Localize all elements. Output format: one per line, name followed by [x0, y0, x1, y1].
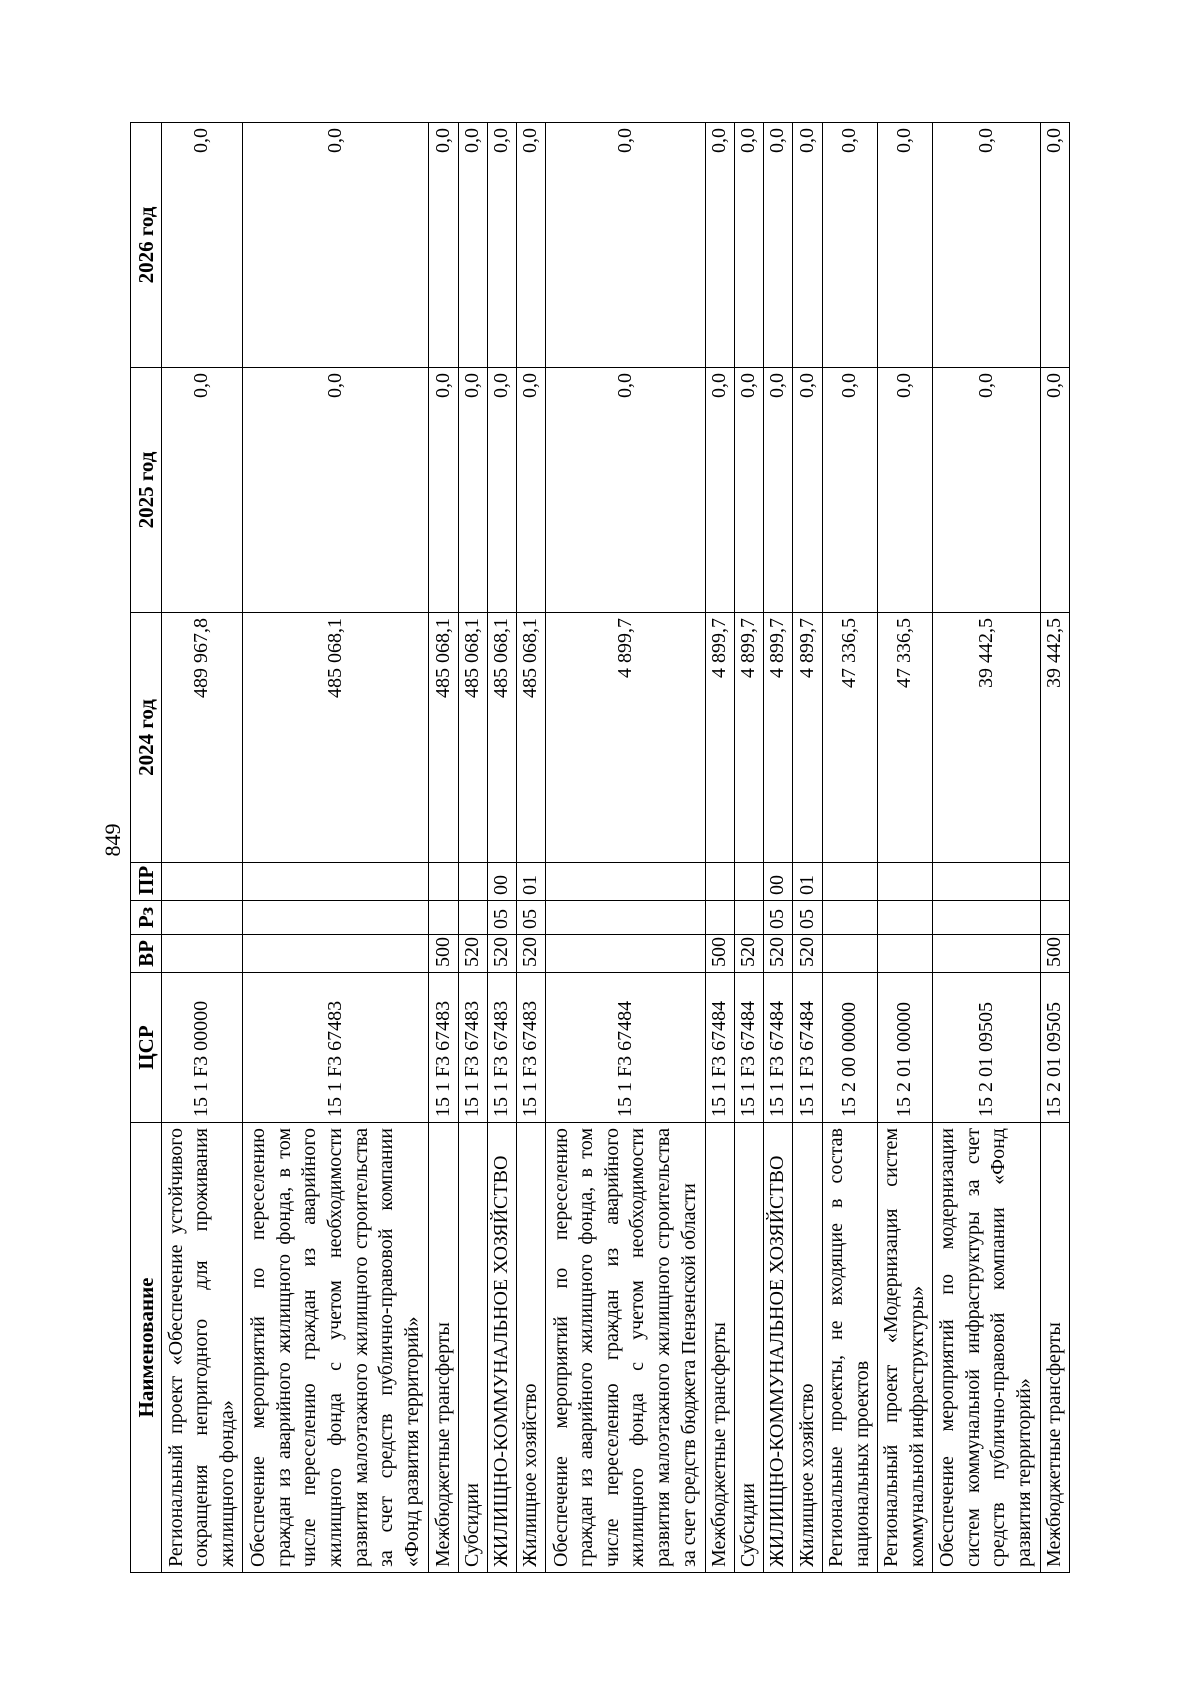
row-vr	[933, 935, 1041, 973]
header-pr: ПР	[131, 863, 162, 901]
row-2024: 4 899,7	[735, 613, 764, 863]
row-name: Обеспечение мероприятий по модернизации систем коммунальной инфраструктуры за счет средств публично-правовой компании «Фонд развития территорий»	[933, 1123, 1041, 1573]
row-vr: 520	[764, 935, 793, 973]
table-row	[822, 123, 877, 1573]
row-rz: 05	[764, 901, 793, 935]
row-2024: 485 068,1	[458, 613, 487, 863]
table-row	[764, 123, 793, 1573]
row-2025: 0,0	[162, 368, 243, 613]
row-2025: 0,0	[458, 368, 487, 613]
table-row	[735, 123, 764, 1573]
row-pr	[822, 863, 877, 901]
row-pr: 01	[793, 863, 822, 901]
row-name: Жилищное хозяйство	[793, 1123, 822, 1573]
row-name: Межбюджетные трансферты	[429, 1123, 458, 1573]
row-name: Региональный проект «Обеспечение устойчивого сокращения непригодного для проживания жилищного фонда»	[162, 1123, 243, 1573]
row-2024: 4 899,7	[705, 613, 734, 863]
row-csr: 15 1 F3 67483	[243, 973, 429, 1123]
row-2025: 0,0	[487, 368, 516, 613]
table-row	[487, 123, 516, 1573]
row-2025: 0,0	[793, 368, 822, 613]
row-csr: 15 1 F3 67483	[458, 973, 487, 1123]
row-vr	[162, 935, 243, 973]
row-2026: 0,0	[516, 123, 545, 368]
row-rz	[735, 901, 764, 935]
row-csr: 15 1 F3 00000	[162, 973, 243, 1123]
row-csr: 15 2 01 00000	[877, 973, 932, 1123]
row-name: Обеспечение мероприятий по переселению граждан из аварийного жилищного фонда, в том числе переселению граждан из аварийного жилищного фонда с учетом необходимости развития малоэтажного жилищного строительства за счет средств публично-правовой компании «Фонд развития территорий»	[243, 1123, 429, 1573]
row-rz	[1040, 901, 1069, 935]
row-rz	[162, 901, 243, 935]
row-2025: 0,0	[705, 368, 734, 613]
row-vr: 500	[429, 935, 458, 973]
row-pr	[933, 863, 1041, 901]
row-vr: 500	[1040, 935, 1069, 973]
row-2026: 0,0	[877, 123, 932, 368]
row-rz	[546, 901, 706, 935]
row-2024: 47 336,5	[822, 613, 877, 863]
row-pr	[243, 863, 429, 901]
row-name: Региональные проекты, не входящие в состав национальных проектов	[822, 1123, 877, 1573]
row-csr: 15 1 F3 67483	[487, 973, 516, 1123]
row-2025: 0,0	[877, 368, 932, 613]
row-pr	[705, 863, 734, 901]
row-2024: 4 899,7	[793, 613, 822, 863]
table-row	[458, 123, 487, 1573]
row-vr: 520	[487, 935, 516, 973]
header-2025: 2025 год	[131, 368, 162, 613]
row-2024: 485 068,1	[429, 613, 458, 863]
page-number: 849	[100, 823, 125, 857]
row-name: Межбюджетные трансферты	[705, 1123, 734, 1573]
row-2026: 0,0	[458, 123, 487, 368]
row-2026: 0,0	[243, 123, 429, 368]
row-pr	[546, 863, 706, 901]
row-csr: 15 1 F3 67484	[705, 973, 734, 1123]
row-2026: 0,0	[162, 123, 243, 368]
row-name: ЖИЛИЩНО-КОММУНАЛЬНОЕ ХОЗЯЙСТВО	[487, 1123, 516, 1573]
row-pr	[877, 863, 932, 901]
row-2024: 489 967,8	[162, 613, 243, 863]
row-2026: 0,0	[822, 123, 877, 368]
row-2025: 0,0	[933, 368, 1041, 613]
row-pr	[429, 863, 458, 901]
row-vr: 520	[458, 935, 487, 973]
row-2024: 485 068,1	[487, 613, 516, 863]
row-pr	[458, 863, 487, 901]
row-2024: 47 336,5	[877, 613, 932, 863]
row-csr: 15 2 01 09505	[1040, 973, 1069, 1123]
row-2025: 0,0	[243, 368, 429, 613]
row-vr: 500	[705, 935, 734, 973]
row-name: Обеспечение мероприятий по переселению граждан из аварийного жилищного фонда, в том числе переселению граждан из аварийного жилищного фонда с учетом необходимости развития малоэтажного жилищного строительства за счет средств бюджета Пензенской области	[546, 1123, 706, 1573]
row-vr	[243, 935, 429, 973]
budget-table	[130, 122, 1070, 1573]
table-body	[162, 123, 1070, 1573]
row-2026: 0,0	[764, 123, 793, 368]
row-pr	[1040, 863, 1069, 901]
row-2024: 485 068,1	[516, 613, 545, 863]
row-2025: 0,0	[764, 368, 793, 613]
row-csr: 15 1 F3 67483	[429, 973, 458, 1123]
table-row	[243, 123, 429, 1573]
row-2024: 4 899,7	[764, 613, 793, 863]
row-2026: 0,0	[1040, 123, 1069, 368]
row-2025: 0,0	[429, 368, 458, 613]
table-header	[131, 123, 162, 1573]
row-2024: 39 442,5	[933, 613, 1041, 863]
row-csr: 15 1 F3 67484	[735, 973, 764, 1123]
header-2024: 2024 год	[131, 613, 162, 863]
row-2026: 0,0	[705, 123, 734, 368]
row-vr: 520	[735, 935, 764, 973]
row-csr: 15 1 F3 67484	[764, 973, 793, 1123]
table-row	[793, 123, 822, 1573]
rotated-page-content	[130, 123, 1070, 1573]
row-pr	[735, 863, 764, 901]
row-2024: 485 068,1	[243, 613, 429, 863]
row-vr: 520	[793, 935, 822, 973]
header-vr: ВР	[131, 935, 162, 973]
header-name: Наименование	[131, 1123, 162, 1573]
table-row	[933, 123, 1041, 1573]
row-2026: 0,0	[487, 123, 516, 368]
row-2026: 0,0	[546, 123, 706, 368]
row-rz: 05	[793, 901, 822, 935]
row-csr: 15 1 F3 67484	[793, 973, 822, 1123]
header-2026: 2026 год	[131, 123, 162, 368]
header-csr: ЦСР	[131, 973, 162, 1123]
row-2026: 0,0	[735, 123, 764, 368]
row-vr: 520	[516, 935, 545, 973]
row-csr: 15 1 F3 67484	[546, 973, 706, 1123]
row-name: ЖИЛИЩНО-КОММУНАЛЬНОЕ ХОЗЯЙСТВО	[764, 1123, 793, 1573]
row-rz	[933, 901, 1041, 935]
row-2025: 0,0	[546, 368, 706, 613]
row-2025: 0,0	[516, 368, 545, 613]
row-vr	[877, 935, 932, 973]
row-name: Субсидии	[458, 1123, 487, 1573]
table-row	[705, 123, 734, 1573]
row-rz	[822, 901, 877, 935]
row-name: Региональный проект «Модернизация систем коммунальной инфраструктуры»	[877, 1123, 932, 1573]
row-pr: 01	[516, 863, 545, 901]
row-2025: 0,0	[822, 368, 877, 613]
row-rz	[429, 901, 458, 935]
row-2025: 0,0	[735, 368, 764, 613]
header-row	[131, 123, 162, 1573]
table-row	[162, 123, 243, 1573]
row-pr	[162, 863, 243, 901]
row-name: Межбюджетные трансферты	[1040, 1123, 1069, 1573]
row-2026: 0,0	[429, 123, 458, 368]
table-row	[546, 123, 706, 1573]
row-rz	[705, 901, 734, 935]
row-2026: 0,0	[793, 123, 822, 368]
row-2024: 4 899,7	[546, 613, 706, 863]
row-2025: 0,0	[1040, 368, 1069, 613]
row-pr: 00	[764, 863, 793, 901]
row-pr: 00	[487, 863, 516, 901]
row-vr	[822, 935, 877, 973]
row-vr	[546, 935, 706, 973]
row-csr: 15 2 00 00000	[822, 973, 877, 1123]
header-rz: Рз	[131, 901, 162, 935]
row-2026: 0,0	[933, 123, 1041, 368]
table-row	[429, 123, 458, 1573]
table-row	[1040, 123, 1069, 1573]
row-rz	[243, 901, 429, 935]
row-name: Субсидии	[735, 1123, 764, 1573]
table-row	[877, 123, 932, 1573]
row-rz: 05	[487, 901, 516, 935]
row-csr: 15 2 01 09505	[933, 973, 1041, 1123]
table-row	[516, 123, 545, 1573]
row-rz	[877, 901, 932, 935]
row-rz: 05	[516, 901, 545, 935]
row-csr: 15 1 F3 67483	[516, 973, 545, 1123]
row-2024: 39 442,5	[1040, 613, 1069, 863]
row-rz	[458, 901, 487, 935]
row-name: Жилищное хозяйство	[516, 1123, 545, 1573]
